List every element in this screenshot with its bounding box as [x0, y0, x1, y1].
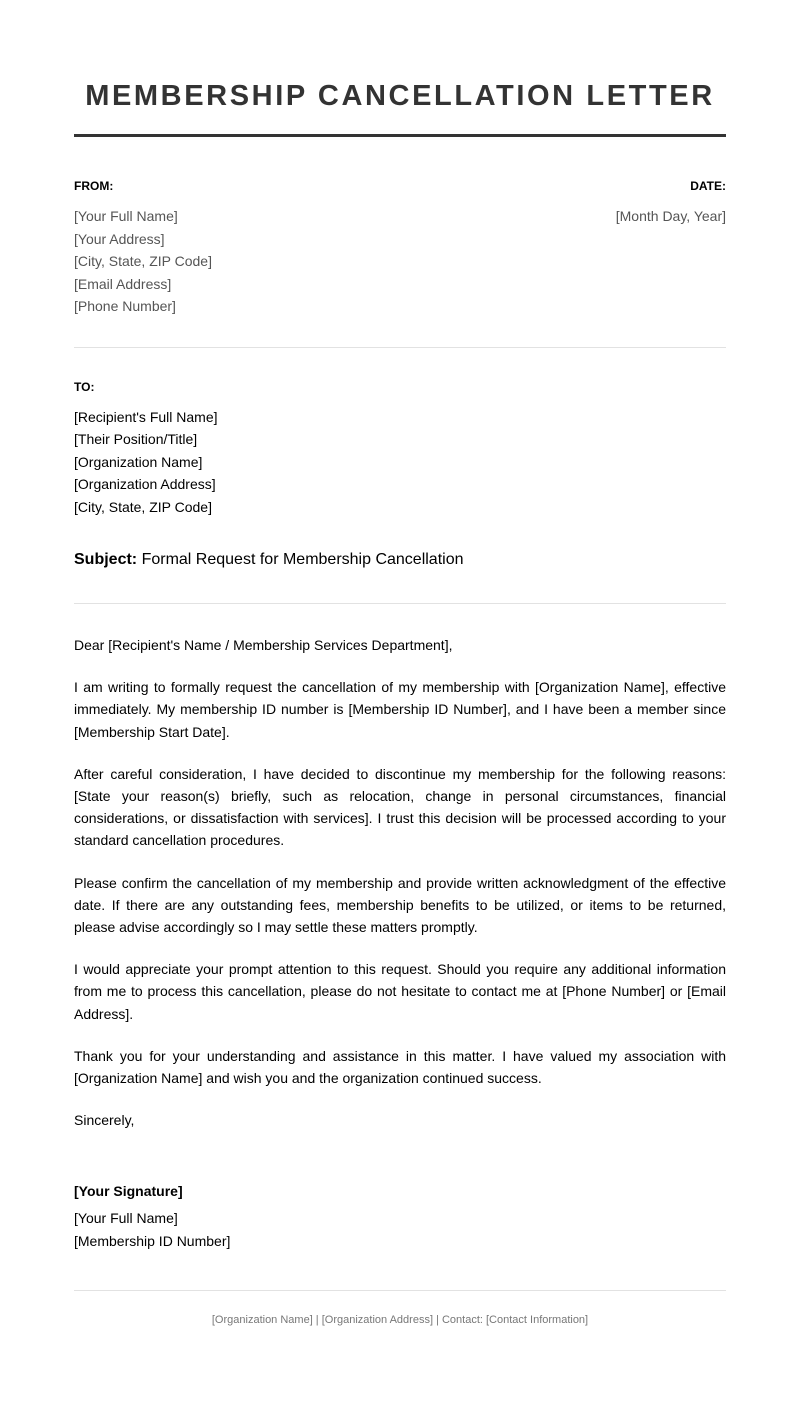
closing: Sincerely, [74, 1112, 135, 1129]
section-divider [74, 603, 726, 604]
from-label: FROM: [74, 179, 114, 193]
recipient-city-state-zip: [City, State, ZIP Code] [74, 498, 212, 515]
body-paragraph: Please confirm the cancellation of my membership and provide written acknowledgment of the effective date. If there are any outstanding fees, membership benefits to be utilized, or items to be returned, please advise accordingly so I may settle these matters promptly. [74, 874, 726, 936]
subject-label: Subject: [74, 551, 138, 568]
recipient-organization: [Organization Name] [74, 453, 203, 470]
to-label: TO: [74, 379, 95, 394]
letter-page [74, 0, 726, 1327]
letter-body [74, 634, 726, 1131]
sender-block [74, 179, 212, 318]
recipient-name: [Recipient's Full Name] [74, 408, 218, 425]
signer-name: [Your Full Name] [74, 1210, 178, 1227]
section-divider [74, 347, 726, 348]
date-block [616, 179, 726, 318]
date-label: DATE: [690, 179, 726, 193]
date-value: [Month Day, Year] [615, 208, 726, 224]
recipient-block [74, 380, 726, 519]
body-paragraph: Thank you for your understanding and assistance in this matter. I have valued my association with [Organization Name] and wish you and the organization continued success. [74, 1047, 726, 1087]
body-paragraph: I am writing to formally request the cancellation of my membership with [Organization Name], effective immediately. My membership ID number is [Membership ID Number], and I have been a member since [Membership Start Date]. [74, 679, 726, 740]
sender-email: [Email Address] [74, 275, 172, 292]
signature-label: [Your Signature] [74, 1183, 183, 1200]
salutation: Dear [Recipient's Name / Membership Services Department], [74, 637, 453, 653]
subject-line [74, 550, 726, 570]
body-paragraph: After careful consideration, I have decided to discontinue my membership for the following reasons: [State your reason(s) briefly, such as relocation, change in personal circumstances, financial considerations, or dissatisfaction with services]. I trust this decision will be processed according to your standard cancellation procedures. [74, 765, 726, 849]
footer-divider [74, 1290, 726, 1291]
sender-name: [Your Full Name] [74, 208, 178, 224]
signer-membership-id: [Membership ID Number] [74, 1232, 231, 1249]
title-divider [74, 134, 726, 137]
body-paragraph: I would appreciate your prompt attention to this request. Should you require any additional information from me to process this cancellation, please do not hesitate to contact me at [Phone Number] or [Email Address]. [74, 961, 726, 1022]
letter-title: MEMBERSHIP CANCELLATION LETTER [85, 80, 715, 112]
sender-phone: [Phone Number] [74, 298, 176, 314]
footer-text: [Organization Name] | [Organization Address] | Contact: [Contact Information] [211, 1314, 589, 1327]
sender-address: [Your Address] [74, 230, 165, 247]
subject-text: Formal Request for Membership Cancellation [141, 551, 464, 568]
sender-city-state-zip: [City, State, ZIP Code] [74, 253, 212, 269]
signature-details [74, 1207, 726, 1252]
recipient-position: [Their Position/Title] [74, 431, 198, 447]
header-info [74, 179, 726, 318]
recipient-address: [Organization Address] [74, 476, 216, 492]
